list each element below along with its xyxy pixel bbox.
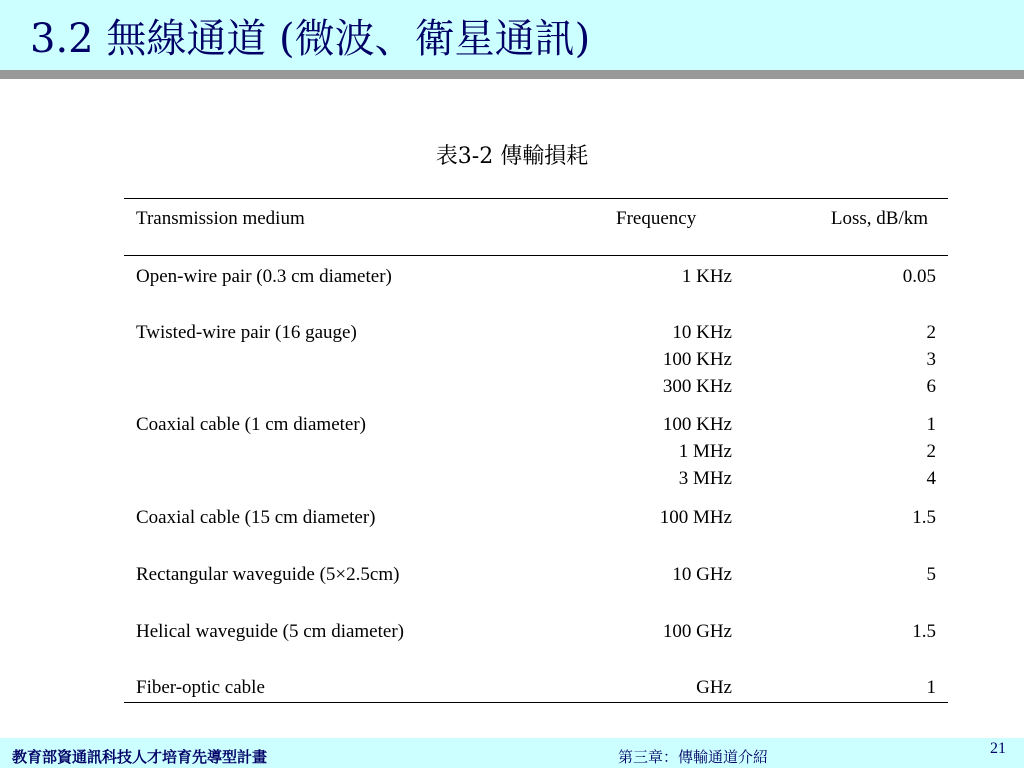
cell-medium <box>136 504 376 531</box>
column-header-frequency: Frequency <box>616 208 697 229</box>
medium-label: Helical waveguide (5 cm diameter) <box>136 621 404 642</box>
loss-value: 0.05 <box>902 266 936 287</box>
cell-loss <box>927 319 937 400</box>
table-header <box>124 199 948 255</box>
cell-frequency <box>663 319 732 400</box>
frequency-value: 100 GHz <box>662 621 732 642</box>
medium-label: Twisted-wire pair (16 gauge) <box>136 322 357 343</box>
loss-value: 2 <box>926 441 936 462</box>
cell-frequency <box>696 674 732 701</box>
frequency-value: 10 GHz <box>672 564 732 585</box>
cell-frequency <box>663 618 732 645</box>
cell-loss <box>927 411 937 492</box>
slide-header <box>0 0 1024 72</box>
cell-medium <box>136 674 265 701</box>
frequency-value: 300 KHz <box>662 376 732 397</box>
medium-label: Fiber-optic cable <box>136 677 265 698</box>
cell-loss <box>927 674 937 701</box>
loss-value: 1.5 <box>912 621 936 642</box>
cell-medium <box>136 561 399 588</box>
column-header-medium: Transmission medium <box>136 208 305 229</box>
cell-medium <box>136 319 357 346</box>
cell-loss <box>903 263 936 290</box>
cell-frequency <box>663 411 732 492</box>
frequency-value: 100 KHz <box>662 349 732 370</box>
cell-loss <box>912 618 936 645</box>
slide-title: 3.2 無線通道 (微波、衛星通訊) <box>30 16 591 62</box>
page-number: 21 <box>990 740 1006 757</box>
frequency-value: 1 MHz <box>678 441 732 462</box>
medium-label: Rectangular waveguide (5×2.5cm) <box>136 564 400 585</box>
frequency-value: 100 MHz <box>659 507 732 528</box>
loss-value: 6 <box>926 376 936 397</box>
loss-value: 4 <box>926 468 936 489</box>
medium-label: Open-wire pair (0.3 cm diameter) <box>136 266 392 287</box>
cell-frequency <box>682 263 732 290</box>
loss-value: 2 <box>926 322 936 343</box>
cell-medium <box>136 618 404 645</box>
frequency-value: 3 MHz <box>678 468 732 489</box>
frequency-value: 1 KHz <box>681 266 732 287</box>
frequency-value: 10 KHz <box>672 322 732 343</box>
cell-frequency <box>672 561 732 588</box>
loss-value: 3 <box>926 349 936 370</box>
cell-medium <box>136 263 392 290</box>
cell-loss <box>912 504 936 531</box>
loss-value: 5 <box>926 564 936 585</box>
cell-loss <box>927 561 937 588</box>
footer-program-name: 教育部資通訊科技人才培育先導型計畫 <box>12 748 268 766</box>
column-header-loss: Loss, dB/km <box>830 208 928 229</box>
medium-label: Coaxial cable (15 cm diameter) <box>136 507 376 528</box>
loss-table <box>124 198 948 703</box>
slide-footer <box>0 738 1024 768</box>
frequency-value: 100 KHz <box>662 414 732 435</box>
cell-frequency <box>660 504 732 531</box>
loss-value: 1 <box>926 414 936 435</box>
table-bottom-rule <box>124 702 948 703</box>
footer-chapter: 第三章：傳輸通道介紹 <box>618 748 769 766</box>
loss-value: 1.5 <box>912 507 936 528</box>
table-caption: 表3-2 傳輸損耗 <box>435 144 589 169</box>
cell-medium <box>136 411 366 438</box>
table-body <box>124 256 948 702</box>
medium-label: Coaxial cable (1 cm diameter) <box>136 414 367 435</box>
loss-value: 1 <box>926 677 936 698</box>
header-divider <box>0 70 1024 79</box>
frequency-value: GHz <box>696 677 732 698</box>
